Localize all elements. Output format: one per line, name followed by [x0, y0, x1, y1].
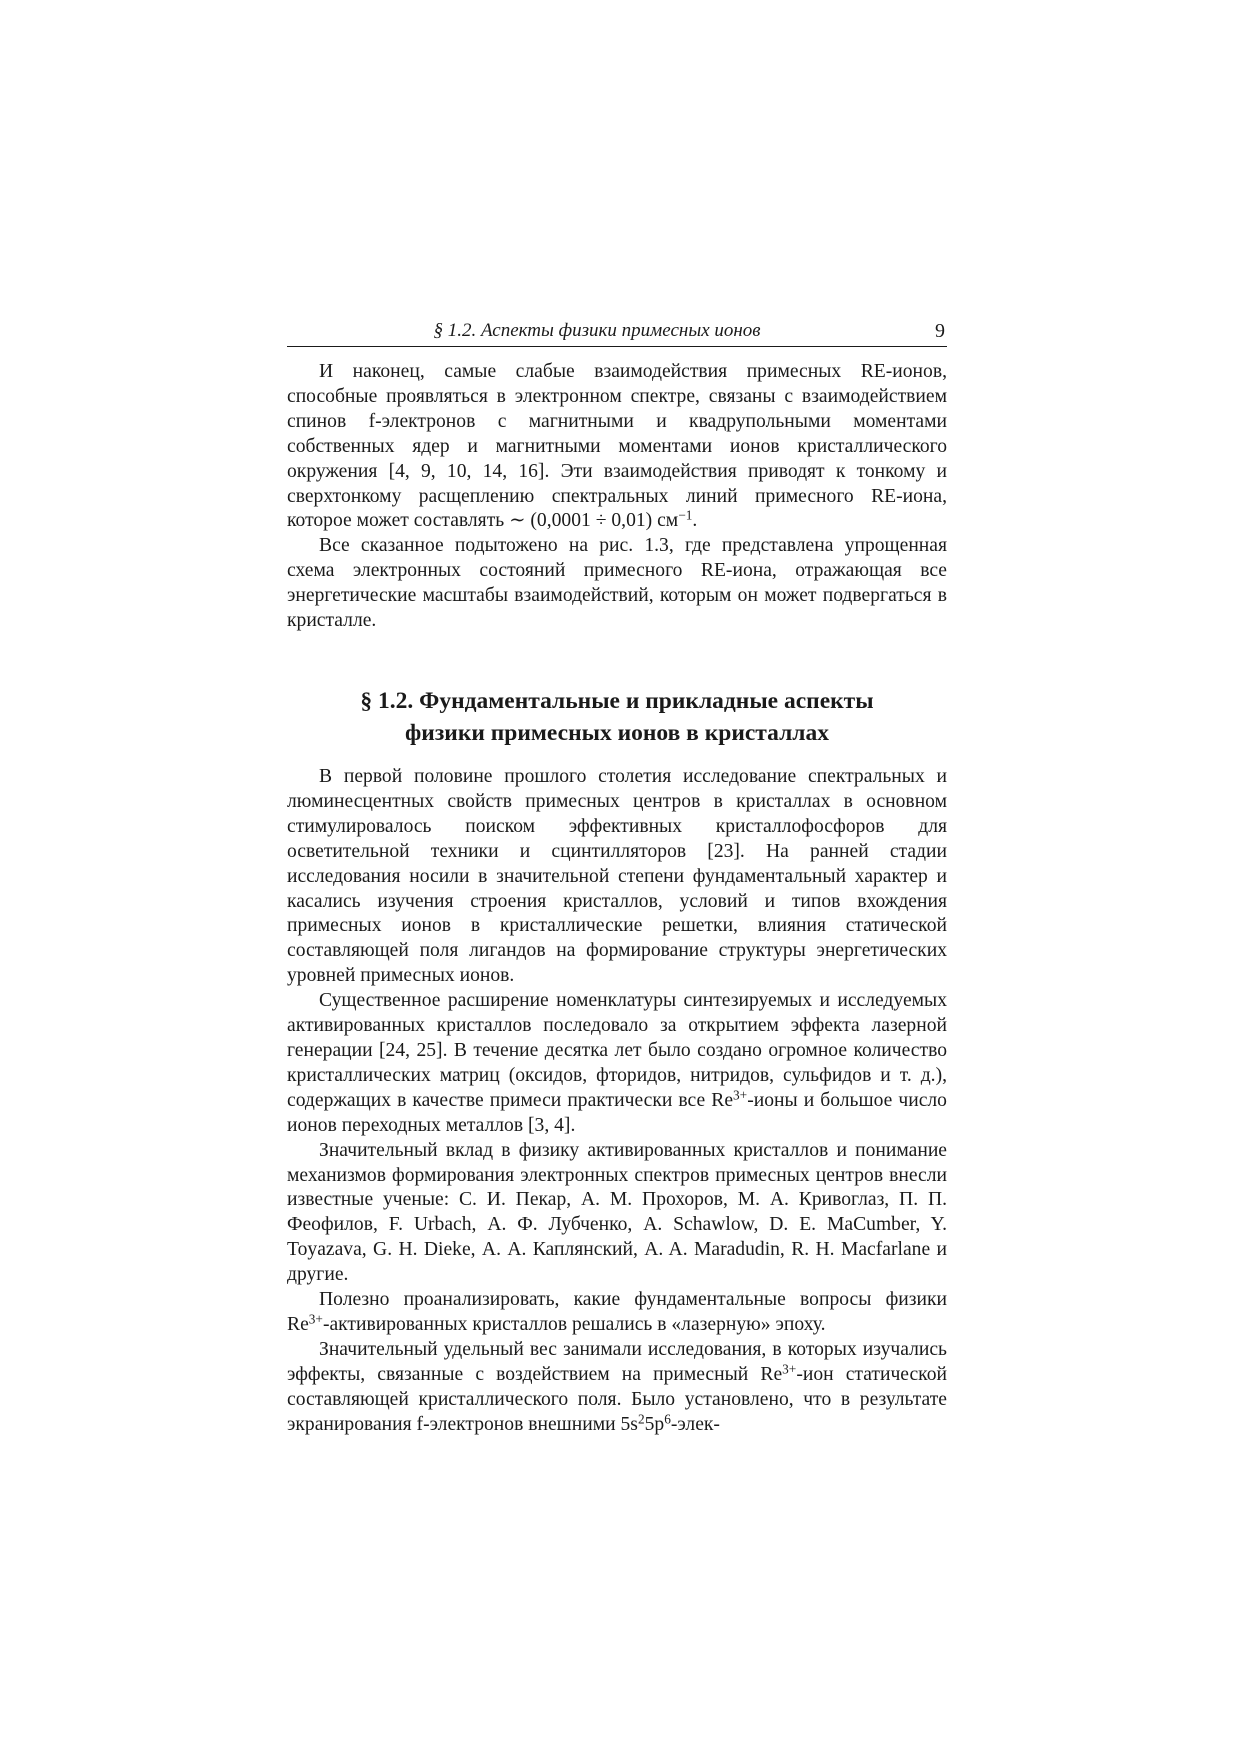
superscript: 3+ — [782, 1361, 797, 1377]
superscript: 3+ — [733, 1087, 748, 1103]
page-number: 9 — [935, 320, 945, 342]
paragraph-text: -ионы и большое число ионов переходных металлов [3, 4]. — [287, 1089, 947, 1136]
paragraph-text: И наконец, самые слабые взаимодействия примесных RE-ионов, способные проявляться в электронном спектре, связаны с взаимодействием спинов f-электронов с магнитными и квадрупольными моментами собственных ядер и магнитными моментами ионов кристаллического окружения [4, 9, 10, 14, 16]. Эти взаимодействия приводят к тонкому и сверхтонкому расщеплению спектральных линий примесного RE-иона, которое может составлять ∼ (0,0001 ÷ 0,01) см — [287, 361, 947, 532]
paragraph-text: -ион статической составляющей кристаллического поля. Было установлено, что в результате экранирования f-электронов внешними 5s — [287, 1363, 947, 1435]
paragraph-text: Существенное расширение номенклатуры синтезируемых и исследуемых активированных кристаллов последовало за открытием эффекта лазерной генерации [24, 25]. В течение десятка лет было создано огромное количество кристаллических матриц (оксидов, фторидов, нитридов, сульфидов и т. д.), содержащих в качестве примеси практически все Re — [287, 990, 947, 1111]
paragraph — [287, 1288, 947, 1338]
section-heading-line: физики примесных ионов в кристаллах — [405, 720, 829, 746]
section-heading — [287, 685, 947, 749]
section-heading-line: § 1.2. Фундаментальные и прикладные аспекты — [360, 688, 874, 714]
paragraph-text: -активированных кристаллов решались в «лазерную» эпоху. — [322, 1313, 826, 1335]
superscript: 2 — [637, 1410, 645, 1426]
paragraph: В первой половине прошлого столетия исследование спектральных и люминесцентных свойств примесных центров в кристаллах в основном стимулировалось поиском эффективных кристаллофосфоров для осветительной техники и сцинтилляторов [23]. На ранней стадии исследования носили в значительной степени фундаментальный характер и касались изучения строения кристаллов, условий и типов вхождения примесных ионов в кристаллические решетки, влияния статической составляющей поля лигандов на формирование структуры энергетических уровней примесных ионов. — [287, 766, 947, 987]
intro-text — [287, 360, 947, 634]
paragraph-tail: . — [692, 510, 698, 532]
running-header — [287, 320, 947, 344]
superscript: −1 — [678, 507, 693, 523]
paragraph-text: Полезно проанализировать, какие фундаментальные вопросы физики Re — [287, 1289, 947, 1335]
section-body — [287, 765, 947, 1437]
paragraph — [287, 989, 947, 1138]
paragraph — [287, 360, 947, 534]
paragraph: Все сказанное подытожено на рис. 1.3, где представлена упрощенная схема электронных состояний примесного RE-иона, отражающая все энергетические масштабы взаимодействий, которым он может подвергаться в кристалле. — [287, 535, 947, 632]
paragraph-text: 5p — [644, 1413, 665, 1435]
superscript: 3+ — [308, 1311, 323, 1327]
running-title: § 1.2. Аспекты физики примесных ионов — [433, 320, 761, 341]
paragraph: Значительный вклад в физику активированных кристаллов и понимание механизмов формирования электронных спектров примесных центров внесли известные ученые: С. И. Пекар, А. М. Прохоров, М. А. Кривоглаз, П. П. Феофилов, F. Urbach, А. Ф. Лубченко, A. Schawlow, D. E. MaCumber, Y. Toyazava, G. H. Dieke, А. А. Каплянский, A. A. Maradudin, R. H. Macfarlane и другие. — [287, 1139, 947, 1286]
paragraph-text: Значительный удельный вес занимали исследования, в которых изучались эффекты, связанные с воздействием на примесный Re — [287, 1338, 947, 1385]
paragraph — [287, 1338, 947, 1438]
paragraph-text: -элек- — [670, 1413, 720, 1435]
superscript: 6 — [664, 1410, 671, 1426]
header-rule — [287, 346, 947, 347]
